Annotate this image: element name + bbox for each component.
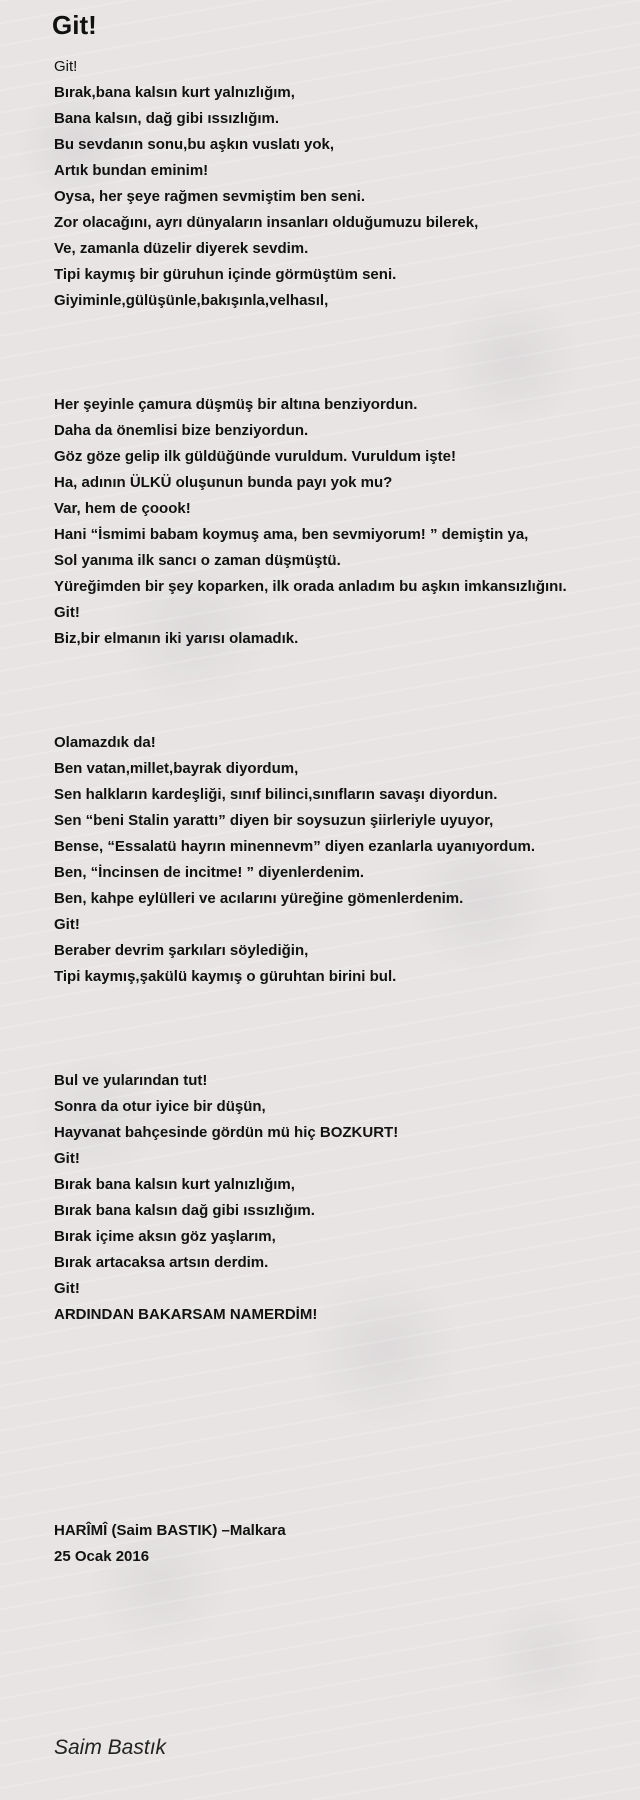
poem-line: Hani “İsmimi babam koymuş ama, ben sevmiyorum! ” demiştin ya, — [54, 526, 529, 543]
poem-line: Bul ve yularından tut! — [54, 1072, 208, 1089]
poem-line: Ben, kahpe eylülleri ve acılarını yüreğine gömenlerdenim. — [54, 890, 464, 907]
poem-line: ARDINDAN BAKARSAM NAMERDİM! — [54, 1306, 318, 1323]
poem-line: Her şeyinle çamura düşmüş bir altına benziyordun. — [54, 396, 418, 413]
poem-title: Git! — [52, 10, 97, 40]
poem-line: Sen halkların kardeşliği, sınıf bilinci,sınıfların savaşı diyordun. — [54, 786, 498, 803]
poem-line: Bırak artacaksa artsın derdim. — [54, 1254, 269, 1271]
stanza-4 — [54, 1068, 634, 1328]
poem-line: Bırak,bana kalsın kurt yalnızlığım, — [54, 84, 295, 101]
poem-line: Zor olacağını, ayrı dünyaların insanları olduğumuzu bilerek, — [54, 214, 479, 231]
poem-line: Var, hem de çoook! — [54, 500, 191, 517]
poem-line: Biz,bir elmanın iki yarısı olamadık. — [54, 630, 299, 647]
stanza-1 — [54, 54, 634, 314]
poem-line: Göz göze gelip ilk güldüğünde vuruldum. Vuruldum işte! — [54, 448, 456, 465]
poem-line: Sol yanıma ilk sancı o zaman düşmüştü. — [54, 552, 341, 569]
poem-date: 25 Ocak 2016 — [54, 1548, 150, 1565]
poem-line: Olamazdık da! — [54, 734, 156, 751]
poem-line: Artık bundan eminim! — [54, 162, 209, 179]
author-name: HARÎMÎ (Saim BASTIK) –Malkara — [54, 1522, 286, 1539]
poem-line: Beraber devrim şarkıları söylediğin, — [54, 942, 309, 959]
poem-line: Bense, “Essalatü hayrın minennevm” diyen ezanlarla uyanıyordum. — [54, 838, 535, 855]
poem-line: Yüreğimden bir şey koparken, ilk orada anladım bu aşkın imkansızlığını. — [54, 578, 567, 595]
poem-line: Git! — [54, 1280, 80, 1297]
poem-line: Oysa, her şeye rağmen sevmiştim ben seni. — [54, 188, 365, 205]
poem-line: Ben, “İncinsen de incitme! ” diyenlerdenim. — [54, 864, 365, 881]
poem-line: Git! — [54, 1150, 80, 1167]
stanza-3 — [54, 730, 634, 990]
poem-line: Ve, zamanla düzelir diyerek sevdim. — [54, 240, 309, 257]
poem-body — [54, 54, 634, 1406]
poem-line: Giyiminle,gülüşünle,bakışınla,velhasıl, — [54, 292, 329, 309]
stanza-2 — [54, 392, 634, 652]
poem-line: Sonra da otur iyice bir düşün, — [54, 1098, 266, 1115]
poem-line: Ben vatan,millet,bayrak diyordum, — [54, 760, 299, 777]
poem-line: Git! — [54, 58, 78, 75]
poem-line: Ha, adının ÜLKÜ oluşunun bunda payı yok mu? — [54, 474, 393, 491]
poem-line: Git! — [54, 604, 80, 621]
poem-line: Daha da önemlisi bize benziyordun. — [54, 422, 309, 439]
signature: Saim Bastık — [54, 1736, 167, 1759]
poem-line: Bırak içime aksın göz yaşlarım, — [54, 1228, 276, 1245]
poem-line: Bırak bana kalsın kurt yalnızlığım, — [54, 1176, 295, 1193]
poem-line: Sen “beni Stalin yarattı” diyen bir soysuzun şiirleriyle uyuyor, — [54, 812, 494, 829]
poem-line: Git! — [54, 916, 80, 933]
author-block — [54, 1518, 286, 1570]
poem-line: Bırak bana kalsın dağ gibi ıssızlığım. — [54, 1202, 315, 1219]
poem-line: Tipi kaymış,şakülü kaymış o güruhtan birini bul. — [54, 968, 397, 985]
poem-line: Bu sevdanın sonu,bu aşkın vuslatı yok, — [54, 136, 335, 153]
poem-line: Tipi kaymış bir güruhun içinde görmüştüm seni. — [54, 266, 397, 283]
poem-line: Hayvanat bahçesinde gördün mü hiç BOZKURT! — [54, 1124, 399, 1141]
poem-line: Bana kalsın, dağ gibi ıssızlığım. — [54, 110, 280, 127]
